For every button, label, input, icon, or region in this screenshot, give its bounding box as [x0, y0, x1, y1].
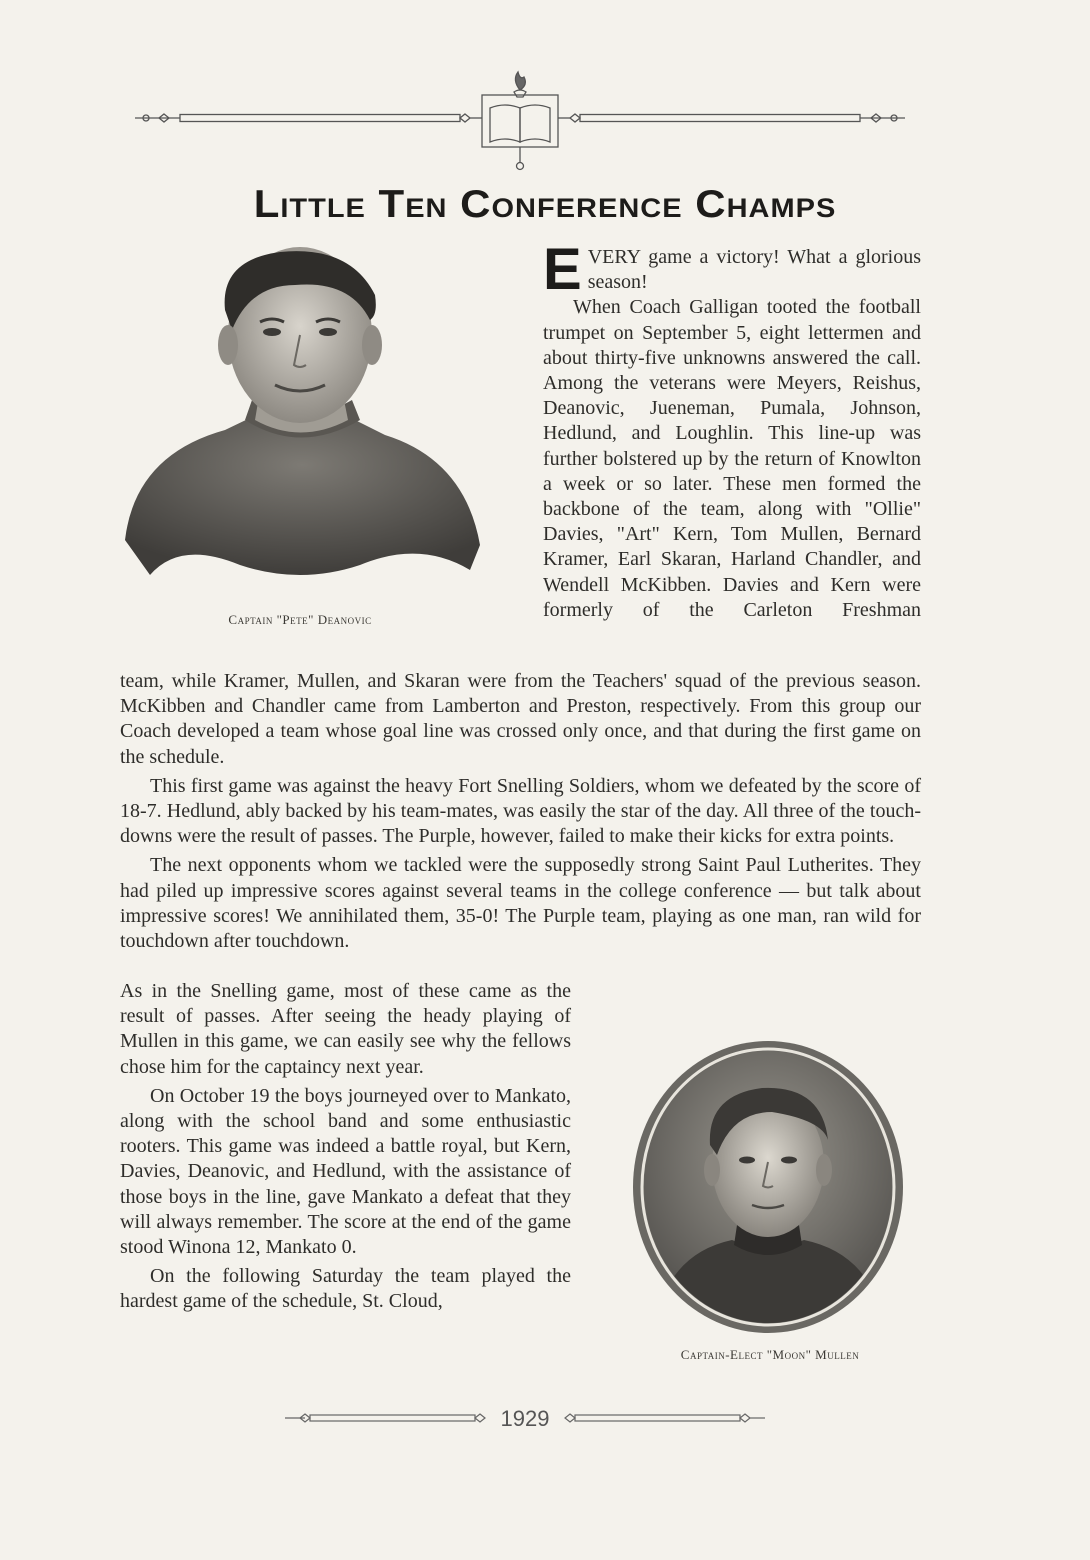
article-paragraph: The next opponents whom we tackled were the supposedly strong Saint Paul Lutherites. They had piled up impressive scores against several teams in the college conference — but talk about impressive scores! We annihilated them, 35-0! The Purple team, playing as one man, ran wild for touchdown after touchdown. [120, 854, 921, 953]
footer-ornament [285, 1398, 765, 1438]
article-paragraph: team, while Kramer, Mullen, and Skaran were from the Teachers' squad of the previous season. McKibben and Chandler came from Lamberton and Preston, respectively. From this group our Coach developed a team whose goal line was crossed only once, and that during the first game on the schedule. [120, 670, 921, 768]
article-full-column [120, 669, 921, 954]
article-paragraph: On October 19 the boys journeyed over to Mankato, along with the school band and some enthusiastic rooters. This game was indeed a battle royal, but Kern, Davies, Deanovic, and Hedlund, with the assistance of those boys in the line, gave Mankato a defeat that they will always remember. The score at the end of the game stood Winona 12, Mankato 0. [120, 1084, 571, 1259]
article-intro-column [543, 237, 921, 623]
portrait-photo-icon [632, 1040, 904, 1335]
portrait-photo-icon [120, 240, 485, 610]
drop-cap: E [543, 237, 582, 302]
article-paragraph: As in the Snelling game, most of these came as the result of passes. After seeing the heady playing of Mullen in this game, we can easily see why the fellows chose him for the captaincy next year. [120, 980, 571, 1078]
article-paragraph: This first game was against the heavy Fort Snelling Soldiers, whom we defeated by the score of 18-7. Hedlund, ably backed by his team-mates, was easily the star of the day. All three of the touch-downs were the result of passes. The Purple, however, failed to make their kicks for extra points. [120, 774, 921, 848]
page-title: Little Ten Conference Champs [253, 181, 837, 226]
footer-year: 1929 [500, 1406, 550, 1431]
article-opening: VERY game a victory! What a glorious season! [587, 246, 921, 294]
article-left-column [120, 979, 571, 1315]
caption-captain: Captain "Pete" Deanovic [228, 612, 372, 627]
caption-captain-elect: Captain-Elect "Moon" Mullen [680, 1347, 860, 1362]
article-paragraph: When Coach Galligan tooted the football trumpet on September 5, eight lettermen and about thirty-five unknowns answered the call. Among the veterans were Meyers, Reishus, Deanovic, Jueneman, Pumala, Johnson, Hedlund, and Loughlin. This line-up was further bolstered up by the return of Knowlton a week or so later. These men formed the backbone of the team, along with "Ollie" Davies, "Art" Kern, Tom Mullen, Bernard Kramer, Earl Skaran, Harland Chandler, and Wendell McKibben. Davies and Kern were formerly of the Carleton Freshman [543, 296, 921, 621]
article-paragraph: On the following Saturday the team played the hardest game of the schedule, St. Cloud, [120, 1265, 571, 1313]
book-torch-ornament-icon [130, 70, 910, 175]
